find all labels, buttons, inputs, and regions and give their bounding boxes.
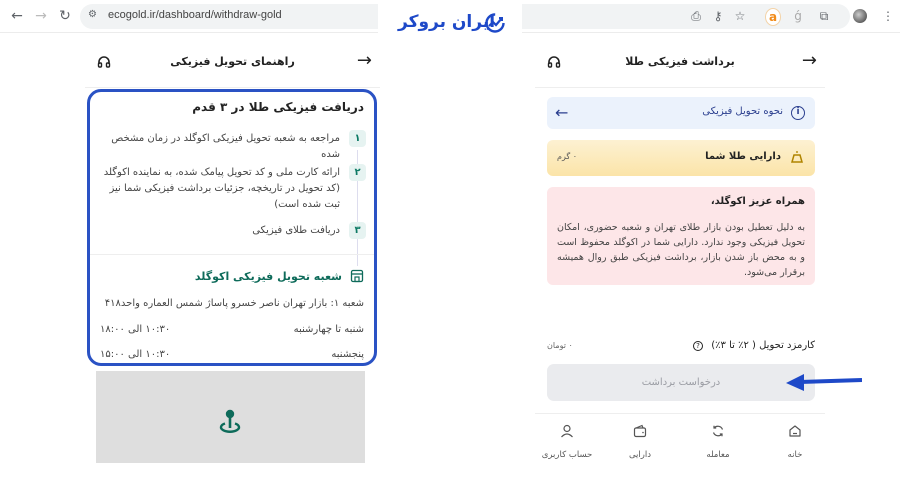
fee-value: ۰ تومان (547, 341, 573, 350)
page-title: برداشت فیزیکی طلا (625, 55, 735, 68)
branch-map[interactable] (96, 371, 365, 463)
closure-notice (547, 187, 815, 285)
site-info-icon[interactable]: ⚙ (88, 9, 97, 20)
user-icon (560, 424, 574, 438)
fee-label: کارمزد تحویل ( ۲٪ تا ۳٪) (711, 340, 815, 351)
hours-time: ۱۰:۳۰ الی ۱۸:۰۰ (100, 324, 171, 335)
tab-label: خانه (787, 450, 803, 460)
step-text: ارائه کارت ملی و کد تحویل پیامک شده، به نماینده اکوگلد (کد تحویل در تاریخچه، جزئیات برداشت فیزیکی شما نیز ثبت شده است) (103, 167, 340, 210)
url-text[interactable]: ecogold.ir/dashboard/withdraw-gold (108, 9, 282, 21)
tab-assets[interactable] (610, 424, 670, 461)
tab-label: حساب کاربری (541, 450, 593, 460)
back-arrow-icon[interactable]: → (356, 50, 372, 71)
reload-icon[interactable]: ↻ (59, 8, 71, 24)
forward-icon[interactable]: → (35, 8, 47, 24)
withdraw-header (535, 44, 825, 88)
tab-trade[interactable] (688, 424, 748, 461)
gold-bar-icon (789, 149, 805, 165)
arrow-left-icon: ← (555, 103, 569, 122)
tab-label: معامله (706, 450, 730, 460)
notice-title: همراه عزیز اکوگلد، (710, 196, 805, 207)
delivery-howto-link[interactable] (547, 97, 815, 129)
gold-balance-card (547, 140, 815, 176)
tab-label: دارایی (628, 450, 652, 460)
headset-support-icon[interactable] (547, 55, 561, 69)
step-number: ۳ (349, 222, 366, 239)
extension-g-icon[interactable]: ǵ (794, 9, 802, 23)
gold-balance-value: ۰ گرم (557, 152, 578, 161)
location-pin-icon (217, 408, 243, 434)
gold-balance-label: دارایی طلا شما (705, 151, 781, 162)
password-key-icon[interactable]: ⚷ (713, 9, 723, 23)
fee-help-icon[interactable]: ? (693, 341, 703, 351)
headset-support-icon[interactable] (97, 55, 111, 69)
profile-avatar[interactable] (853, 9, 867, 23)
step-number: ۱ (349, 130, 366, 147)
bottom-nav (535, 413, 825, 480)
delivery-guide-card (87, 89, 377, 366)
tab-account[interactable] (537, 424, 597, 461)
delivery-fee-row (547, 340, 815, 356)
hours-days: پنجشنبه (331, 349, 364, 360)
guide-screen (85, 44, 380, 480)
watermark-logo-text: ایران بروکر (398, 12, 496, 32)
step-text: دریافت طلای فیزیکی (252, 225, 340, 236)
step-text: مراجعه به شعبه تحویل فیزیکی اکوگلد در زمان مشخص شده (111, 133, 340, 160)
hours-days: شنبه تا چهارشنبه (293, 324, 364, 335)
exchange-icon (711, 424, 725, 438)
home-icon (788, 424, 802, 438)
step-number: ۲ (349, 164, 366, 181)
withdraw-screen (535, 44, 825, 480)
wallet-icon (633, 424, 647, 438)
hours-time: ۱۰:۳۰ الی ۱۵:۰۰ (100, 349, 171, 360)
watermark-chart-icon (484, 12, 506, 34)
guide-header (85, 44, 380, 88)
branch-address: شعبه ۱: بازار تهران ناصر خسرو پاساژ شمس العماره واحد۴۱۸ (104, 298, 364, 309)
notice-body: به دلیل تعطیل بودن بازار طلای تهران و شعبه حضوری، امکان تحویل فیزیکی وجود ندارد. دارایی شما در اکوگلد محفوظ است و به محض باز شدن بازار، برداشت فیزیکی طبق روال همیشه برقرار می‌شود. (557, 222, 805, 278)
hours-row (100, 349, 364, 360)
tab-home[interactable] (765, 424, 825, 461)
menu-kebab-icon[interactable]: ⋮ (882, 9, 894, 23)
info-icon: i (791, 106, 805, 120)
extensions-puzzle-icon[interactable]: ⧉ (819, 9, 829, 23)
extension-a-icon[interactable]: a (765, 8, 781, 26)
install-app-icon[interactable]: ⎙ (691, 9, 701, 23)
page-title: راهنمای تحویل فیزیکی (170, 55, 295, 68)
branch-title: شعبه تحویل فیزیکی اکوگلد (194, 270, 342, 283)
howto-label: نحوه تحویل فیزیکی (702, 106, 783, 117)
star-bookmark-icon[interactable]: ☆ (734, 9, 746, 23)
guide-title: دریافت فیزیکی طلا در ۳ قدم (192, 100, 364, 114)
back-icon[interactable]: ← (11, 8, 23, 24)
annotation-arrow-icon (786, 372, 862, 392)
back-arrow-icon[interactable]: → (801, 50, 817, 71)
hours-row (100, 324, 364, 335)
withdraw-request-button[interactable]: درخواست برداشت (547, 364, 815, 401)
divider (90, 254, 374, 255)
